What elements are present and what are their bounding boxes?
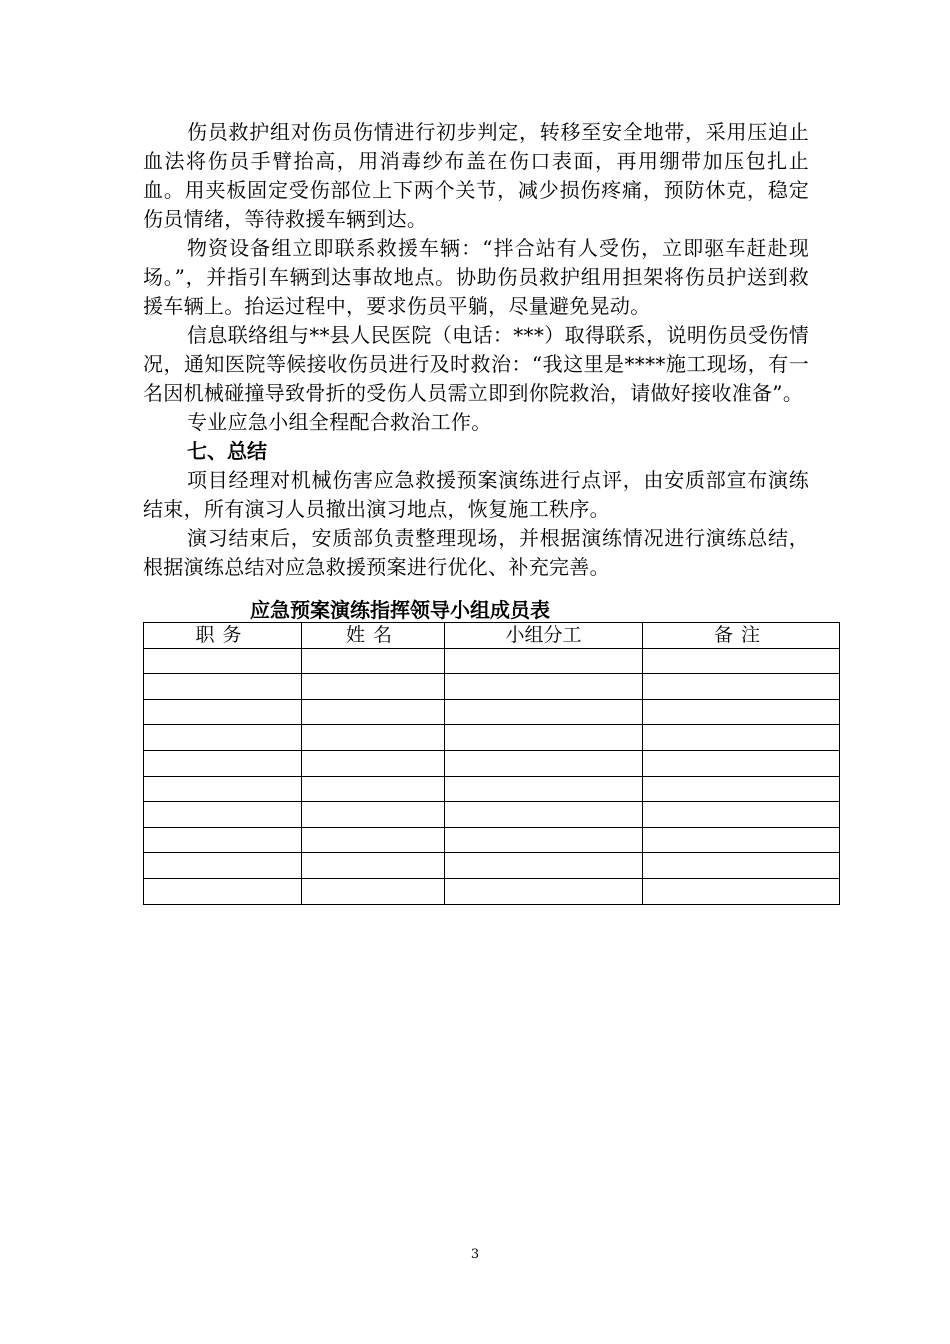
table-row — [144, 853, 840, 879]
paragraph-summary-1: 项目经理对机械伤害应急救援预案演练进行点评，由安质部宣布演练结束，所有演习人员撤出演习地点，恢复施工秩序。 — [143, 468, 809, 521]
page-number: 3 — [470, 1247, 480, 1262]
table-row — [144, 827, 840, 853]
table-header-row — [144, 623, 840, 649]
table-row — [144, 802, 840, 828]
header-remarks: 备注 — [643, 623, 840, 649]
section-heading-summary: 七、总结 — [187, 439, 267, 463]
table-row — [144, 648, 840, 674]
paragraph-injury-rescue: 伤员救护组对伤员伤情进行初步判定，转移至安全地带，采用压迫止血法将伤员手臂抬高，用消毒纱布盖在伤口表面，再用绷带加压包扎止血。用夹板固定受伤部位上下两个关节，减少损伤疼痛，预防休克，稳定伤员情绪，等待救援车辆到达。 — [143, 120, 809, 231]
table-row — [144, 674, 840, 700]
header-position: 职务 — [144, 623, 302, 649]
paragraph-summary-2: 演习结束后，安质部负责整理现场，并根据演练情况进行演练总结，根据演练总结对应急救援预案进行优化、补充完善。 — [143, 526, 809, 579]
table-row — [144, 878, 840, 904]
paragraph-special-team: 专业应急小组全程配合救治工作。 — [187, 410, 492, 434]
header-name: 姓名 — [302, 623, 445, 649]
table-row — [144, 750, 840, 776]
members-table — [143, 622, 840, 905]
table-row — [144, 725, 840, 751]
table-row — [144, 776, 840, 802]
paragraph-materials-group: 物资设备组立即联系救援车辆：“拌合站有人受伤，立即驱车赶赴现场。”，并指引车辆到达事故地点。协助伤员救护组用担架将伤员护送到救援车辆上。抬运过程中，要求伤员平躺，尽量避免晃动。 — [143, 236, 809, 318]
document-body — [143, 118, 809, 582]
paragraph-info-liaison: 信息联络组与**县人民医院（电话：***）取得联系，说明伤员受伤情况，通知医院等候接收伤员进行及时救治：“我这里是****施工现场，有一名因机械碰撞导致骨折的受伤人员需立即到你院救治，请做好接收准备”。 — [143, 323, 809, 405]
header-division: 小组分工 — [445, 623, 643, 649]
table-row — [144, 699, 840, 725]
table-title: 应急预案演练指挥领导小组成员表 — [250, 598, 550, 622]
